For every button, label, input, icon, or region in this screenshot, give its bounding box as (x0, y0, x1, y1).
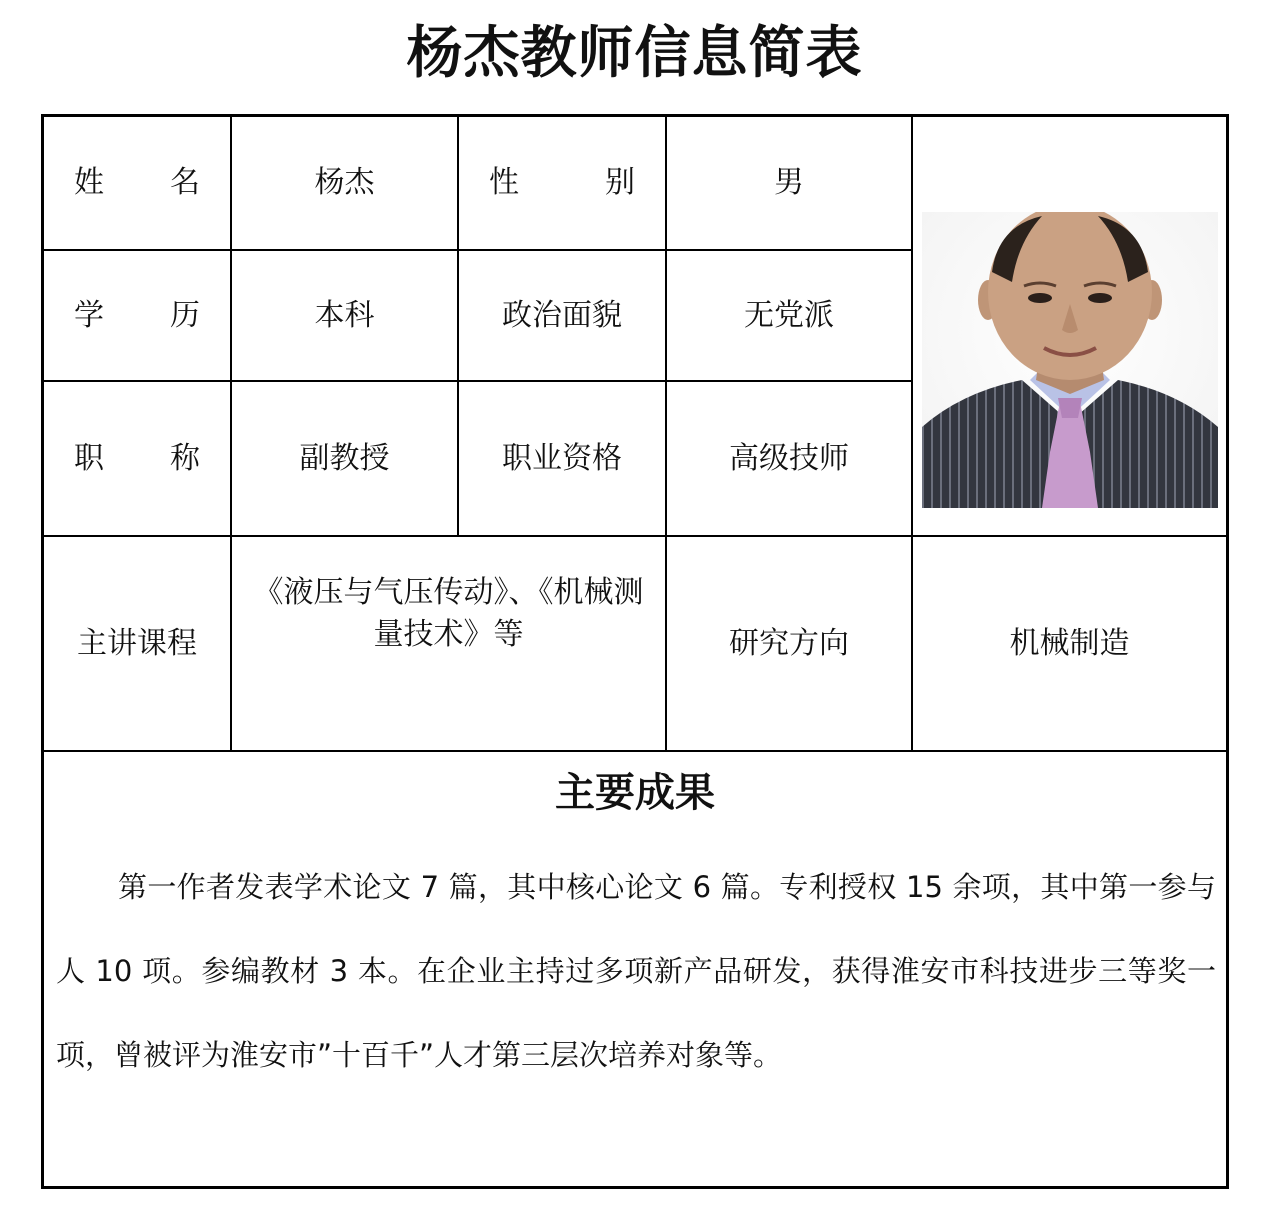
name-value: 杨杰 (314, 165, 375, 200)
education-value: 本科 (314, 297, 375, 333)
rank-label: 职 称 (74, 440, 200, 476)
political-label: 政治面貌 (502, 297, 622, 333)
research-label: 研究方向 (729, 625, 849, 661)
teacher-info-table (41, 114, 1229, 1189)
qualification-label: 职业资格 (502, 440, 622, 476)
courses-value: 《液压与气压传动》、《机械测量技术》等 (253, 574, 644, 652)
achievements-title: 主要成果 (555, 769, 715, 816)
political-value: 无党派 (744, 297, 834, 333)
research-value: 机械制造 (1009, 625, 1130, 661)
education-label: 学 历 (74, 297, 200, 333)
achievements-body: 第一作者发表学术论文 7 篇，其中核心论文 6 篇。专利授权 15 余项，其中第一参与人 10 项。参编教材 3 本。在企业主持过多项新产品研发，获得淮安市科技进步三等奖一项，曾被评为淮安市”十百千”人才第三层次培养对象等。 (56, 870, 1216, 1072)
rank-value: 副教授 (299, 440, 390, 476)
page-title: 杨杰教师信息简表 (406, 21, 863, 86)
gender-value: 男 (774, 165, 804, 200)
row-divider (44, 750, 1226, 752)
courses-label: 主讲课程 (77, 625, 197, 661)
portrait-illustration (922, 212, 1218, 508)
name-label: 姓 名 (74, 165, 200, 200)
gender-label: 性 别 (489, 165, 635, 200)
qualification-value: 高级技师 (729, 440, 849, 476)
teacher-photo (922, 212, 1218, 508)
